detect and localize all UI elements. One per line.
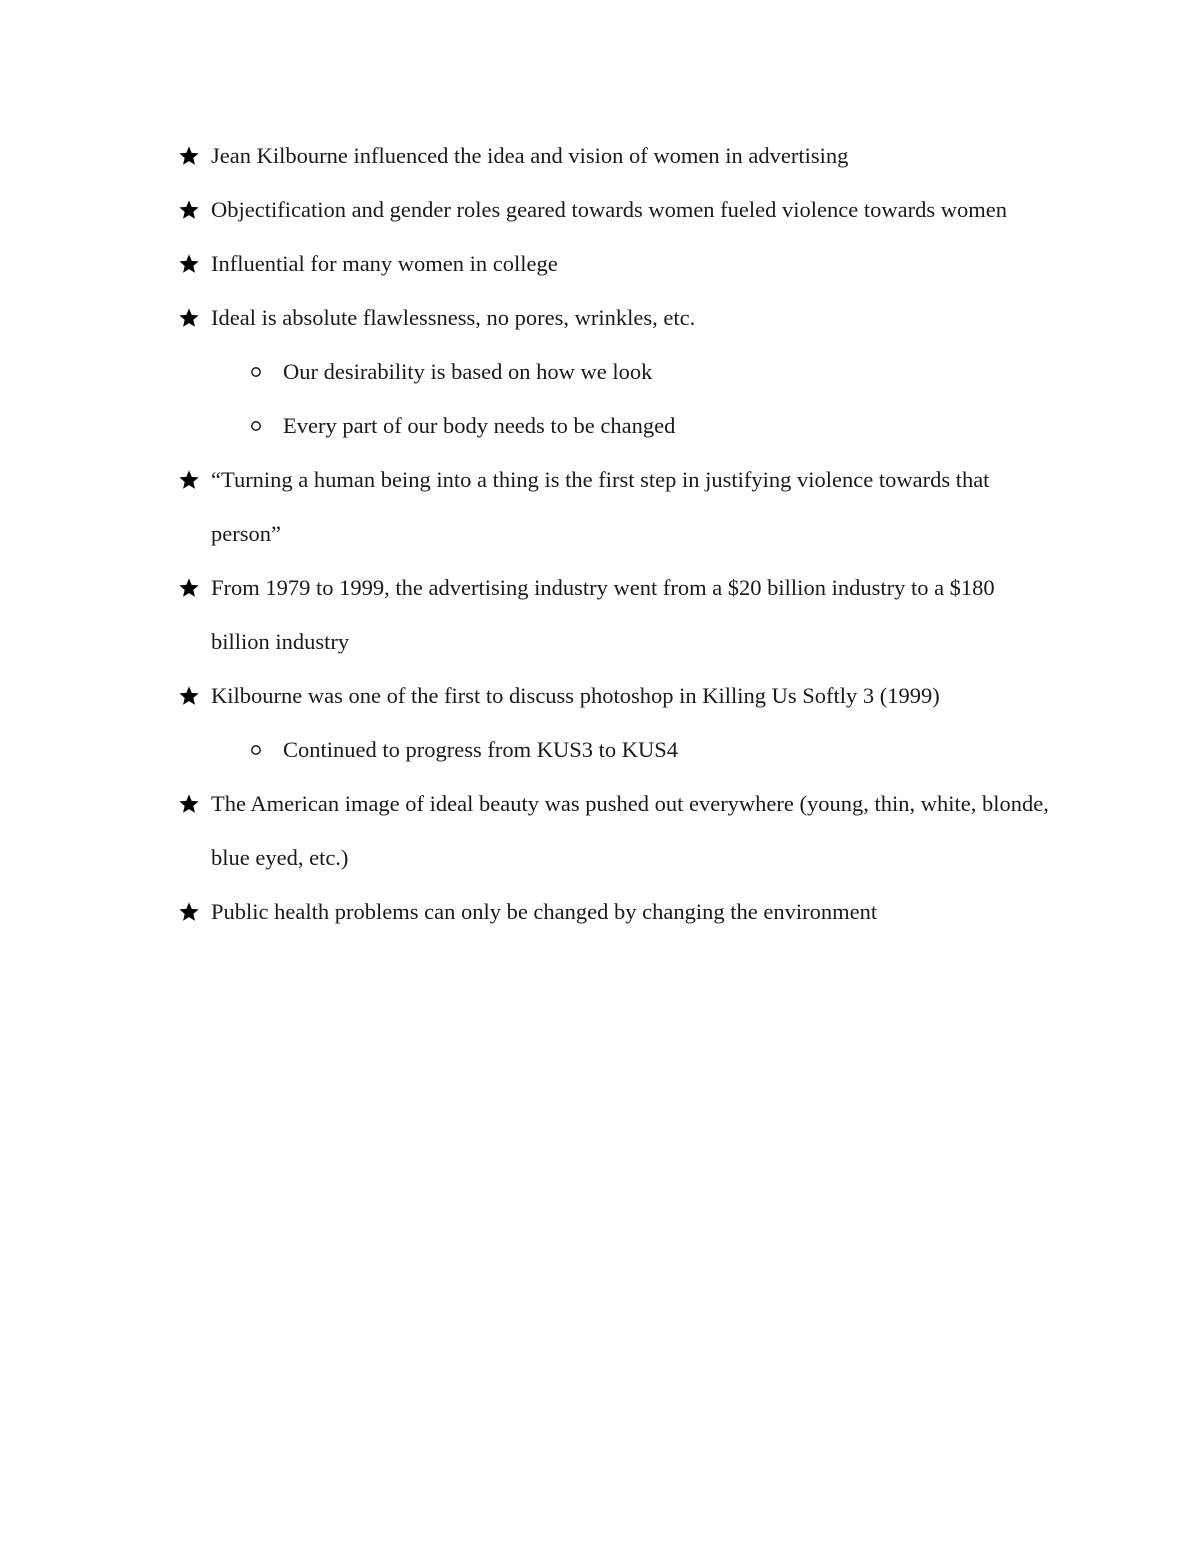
star-icon [178, 669, 202, 723]
star-icon [178, 183, 202, 237]
list-item [178, 777, 1058, 885]
hollow-circle-icon [250, 399, 274, 453]
list-item-text: Every part of our body needs to be changed [283, 413, 676, 438]
star-icon [178, 561, 202, 615]
list-item [178, 129, 1058, 183]
star-icon [178, 885, 202, 939]
list-item [178, 885, 1058, 939]
sub-list-item [178, 399, 1058, 453]
list-item-text: Jean Kilbourne influenced the idea and vision of women in advertising [211, 143, 849, 168]
star-icon [178, 129, 202, 183]
star-icon [178, 291, 202, 345]
list-item-text: From 1979 to 1999, the advertising industry went from a $20 billion industry to a $180 billion industry [211, 575, 995, 654]
list-item-text: Kilbourne was one of the first to discuss photoshop in Killing Us Softly 3 (1999) [211, 683, 940, 708]
list-item-text: Public health problems can only be changed by changing the environment [211, 899, 878, 924]
list-item-text: Continued to progress from KUS3 to KUS4 [283, 737, 678, 762]
star-icon [178, 777, 202, 831]
list-item [178, 561, 1058, 669]
list-item [178, 237, 1058, 291]
list-item-text: Objectification and gender roles geared towards women fueled violence towards women [211, 197, 1007, 222]
sub-list-item [178, 723, 1058, 777]
list-item-text: Influential for many women in college [211, 251, 558, 276]
star-icon [178, 453, 202, 507]
star-icon [178, 237, 202, 291]
hollow-circle-icon [250, 345, 274, 399]
list-item [178, 453, 1058, 561]
bullet-list [178, 129, 1058, 939]
list-item-text: The American image of ideal beauty was pushed out everywhere (young, thin, white, blonde, blue eyed, etc.) [211, 791, 1049, 870]
list-item-text: Our desirability is based on how we look [283, 359, 653, 384]
list-item [178, 183, 1058, 237]
sub-list-item [178, 345, 1058, 399]
hollow-circle-icon [250, 723, 274, 777]
list-item [178, 291, 1058, 345]
list-item-text: Ideal is absolute flawlessness, no pores, wrinkles, etc. [211, 305, 696, 330]
list-item [178, 669, 1058, 723]
list-item-text: “Turning a human being into a thing is the first step in justifying violence towards that person” [211, 467, 990, 546]
